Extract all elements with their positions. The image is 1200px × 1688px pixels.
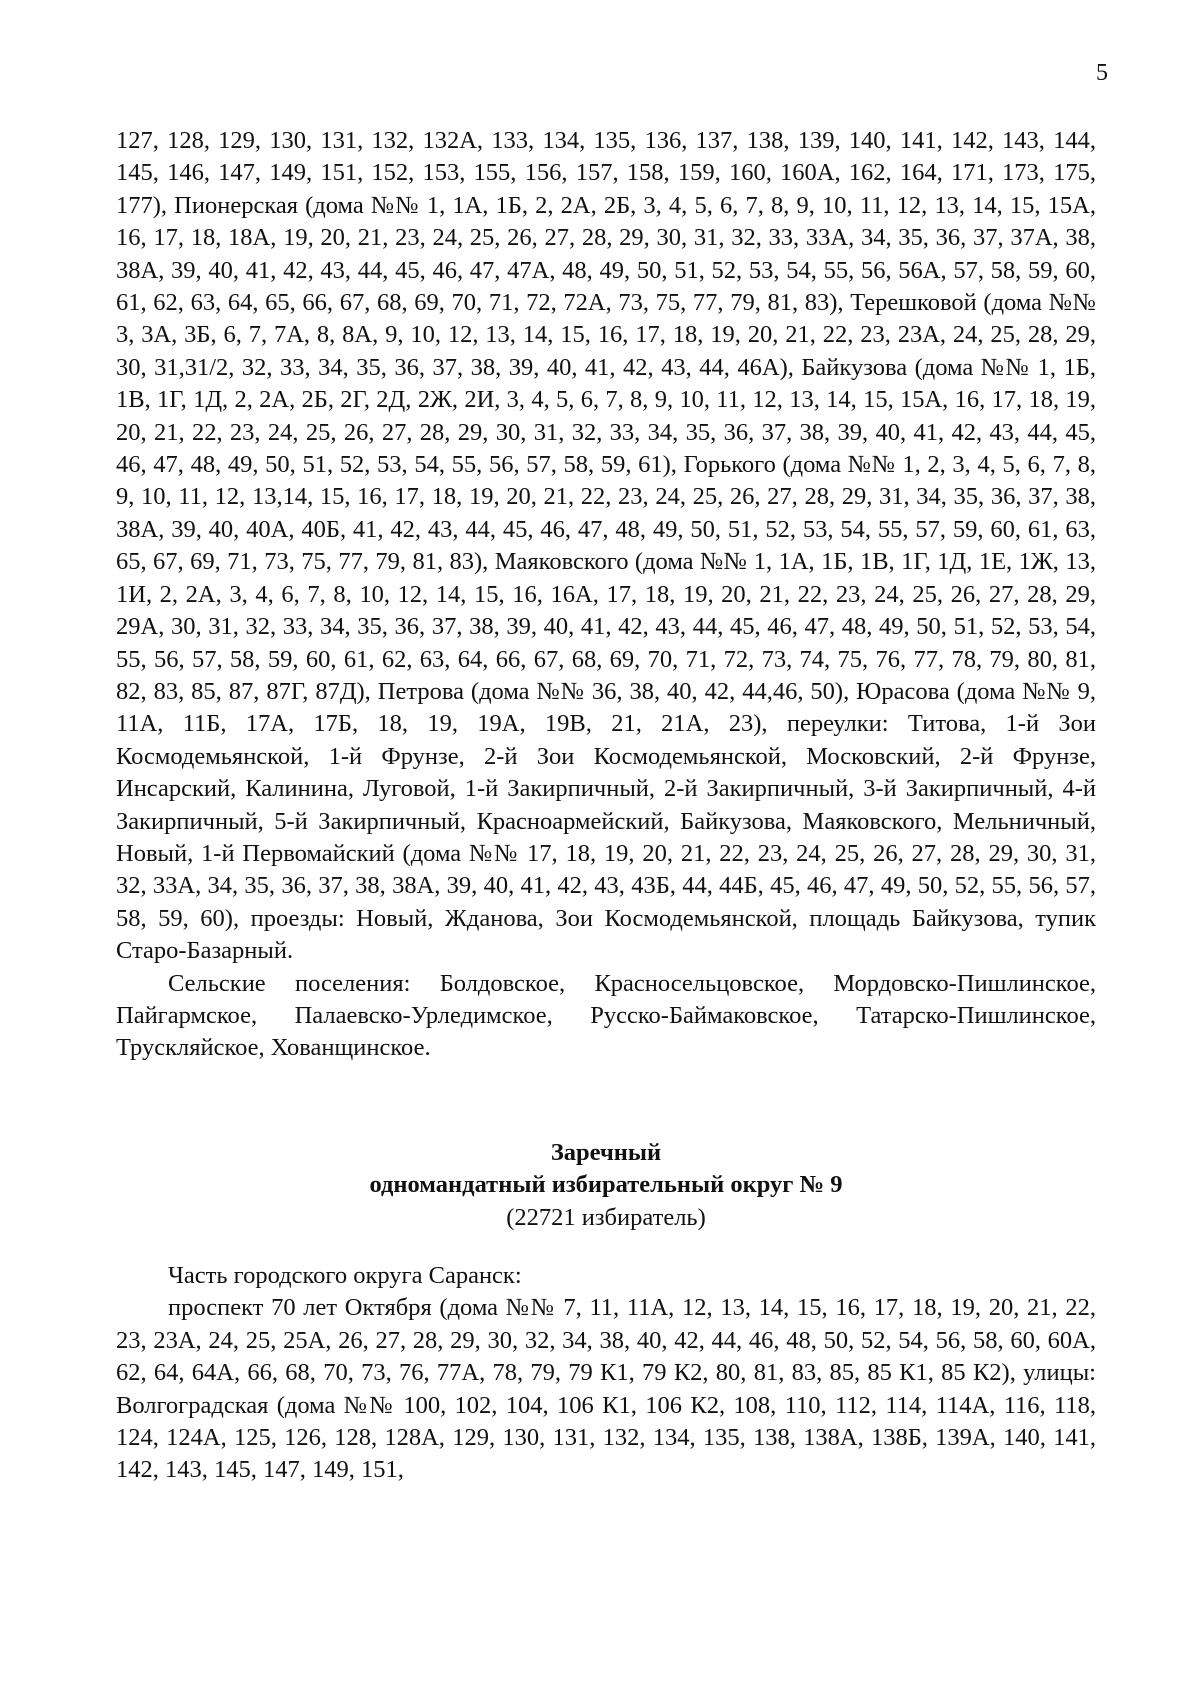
district-title: одномандатный избирательный округ № 9 [369,1171,843,1199]
district-voters: (22721 избиратель) [506,1203,706,1231]
address-list-paragraph: 127, 128, 129, 130, 131, 132, 132А, 133, 134, 135, 136, 137, 138, 139, 140, 141, 142, 143, 144, 145, 146, 147, 149, 151, 152, 153, 155, 156, 157, 158, 159, 160, 160А, 162, 164, 171, 173, 175, 177), Пионерская (дома №№ 1, 1А, 1Б, 2, 2А, 2Б, 3, 4, 5, 6, 7, 8, 9, 10, 11, 12, 13, 14, 15, 15А, 16, 17, 18, 18А, 19, 20, 21, 23, 24, 25, 26, 27, 28, 29, 30, 31, 32, 33, 33А, 34, 35, 36, 37, 37А, 38, 38А, 39, 40, 41, 42, 43, 44, 45, 46, 47, 47А, 48, 49, 50, 51, 52, 53, 54, 55, 56, 56А, 57, 58, 59, 60, 61, 62, 63, 64, 65, 66, 67, 68, 69, 70, 71, 72, 72А, 73, 75, 77, 79, 81, 83), Терешковой (дома №№ 3, 3А, 3Б, 6, 7, 7А, 8, 8А, 9, 10, 12, 13, 14, 15, 16, 17, 18, 19, 20, 21, 22, 23, 23А, 24, 25, 28, 29, 30, 31,31/2, 32, 33, 34, 35, 36, 37, 38, 39, 40, 41, 42, 43, 44, 46А), Байкузова (дома №№ 1, 1Б, 1В, 1Г, 1Д, 2, 2А, 2Б, 2Г, 2Д, 2Ж, 2И, 3, 4, 5, 6, 7, 8, 9, 10, 11, 12, 13, 14, 15, 15А, 16, 17, 18, 19, 20, 21, 22, 23, 24, 25, 26, 27, 28, 29, 30, 31, 32, 33, 34, 35, 36, 37, 38, 39, 40, 41, 42, 43, 44, 45, 46, 47, 48, 49, 50, 51, 52, 53, 54, 55, 56, 57, 58, 59, 61), Горького (дома №№ 1, 2, 3, 4, 5, 6, 7, 8, 9, 10, 11, 12, 13,14, 15, 16, 17, 18, 19, 20, 21, 22, 23, 24, 25, 26, 27, 28, 29, 31, 34, 35, 36, 37, 38, 38А, 39, 40, 40А, 40Б, 41, 42, 43, 44, 45, 46, 47, 48, 49, 50, 51, 52, 53, 54, 55, 57, 59, 60, 61, 63, 65, 67, 69, 71, 73, 75, 77, 79, 81, 83), Маяковского (дома №№ 1, 1А, 1Б, 1В, 1Г, 1Д, 1Е, 1Ж, 13, 1И, 2, 2А, 3, 4, 6, 7, 8, 10, 12, 14, 15, 16, 16А, 17, 18, 19, 20, 21, 22, 23, 24, 25, 26, 27, 28, 29, 29А, 30, 31, 32, 33, 34, 35, 36, 37, 38, 39, 40, 41, 42, 43, 44, 45, 46, 47, 48, 49, 50, 51, 52, 53, 54, 55, 56, 57, 58, 59, 60, 61, 62, 63, 64, 66, 67, 68, 69, 70, 71, 72, 73, 74, 75, 76, 77, 78, 79, 80, 81, 82, 83, 85, 87, 87Г, 87Д), Петрова (дома №№ 36, 38, 40, 42, 44,46, 50), Юрасова (дома №№ 9, 11А, 11Б, 17А, 17Б, 18, 19, 19А, 19В, 21, 21А, 23), переулки: Титова, 1-й Зои Космодемьянской, 1-й Фрунзе, 2-й Зои Космодемьянской, Московский, 2-й Фрунзе, Инсарский, Калинина, Луговой, 1-й Закирпичный, 2-й Закирпичный, 3-й Закирпичный, 4-й Закирпичный, 5-й Закирпичный, Красноармейский, Байкузова, Маяковского, Мельничный, Новый, 1-й Первомайский (дома №№ 17, 18, 19, 20, 21, 22, 23, 24, 25, 26, 27, 28, 29, 30, 31, 32, 33А, 34, 35, 36, 37, 38, 38А, 39, 40, 41, 42, 43, 43Б, 44, 44Б, 45, 46, 47, 49, 50, 52, 55, 56, 57, 58, 59, 60), проезды: Новый, Жданова, Зои Космодемьянской, площадь Байкузова, тупик Старо-Базарный. [116,127,1096,965]
district-heading [116,1137,1096,1234]
rural-settlements-paragraph: Сельские поселения: Болдовское, Красносельцовское, Мордовско-Пишлинское, Пайгармское, Палаевско-Урледимское, Русско-Баймаковское, Татарско-Пишлинское, Трускляйское, Хованщинское. [116,969,1096,1062]
document-body [116,125,1096,1487]
district-name: Заречный [550,1138,662,1166]
district-address-paragraph: проспект 70 лет Октября (дома №№ 7, 11, 11А, 12, 13, 14, 15, 16, 17, 18, 19, 20, 21, 22, 23, 23А, 24, 25, 25А, 26, 27, 28, 29, 30, 32, 34, 38, 40, 42, 44, 46, 48, 50, 52, 54, 56, 58, 60, 60А, 62, 64, 64А, 66, 68, 70, 73, 76, 77А, 78, 79, 79 К1, 79 К2, 80, 81, 83, 85, 85 К1, 85 К2), улицы: Волгоградская (дома №№ 100, 102, 104, 106 К1, 106 К2, 108, 110, 112, 114, 114А, 116, 118, 124, 124А, 125, 126, 128, 128А, 129, 130, 131, 132, 134, 135, 138, 138А, 138Б, 139А, 140, 141, 142, 143, 145, 147, 149, 151, [116,1294,1096,1484]
city-part-label: Часть городского округа Саранск: [168,1262,522,1289]
page-number: 5 [1096,60,1108,86]
